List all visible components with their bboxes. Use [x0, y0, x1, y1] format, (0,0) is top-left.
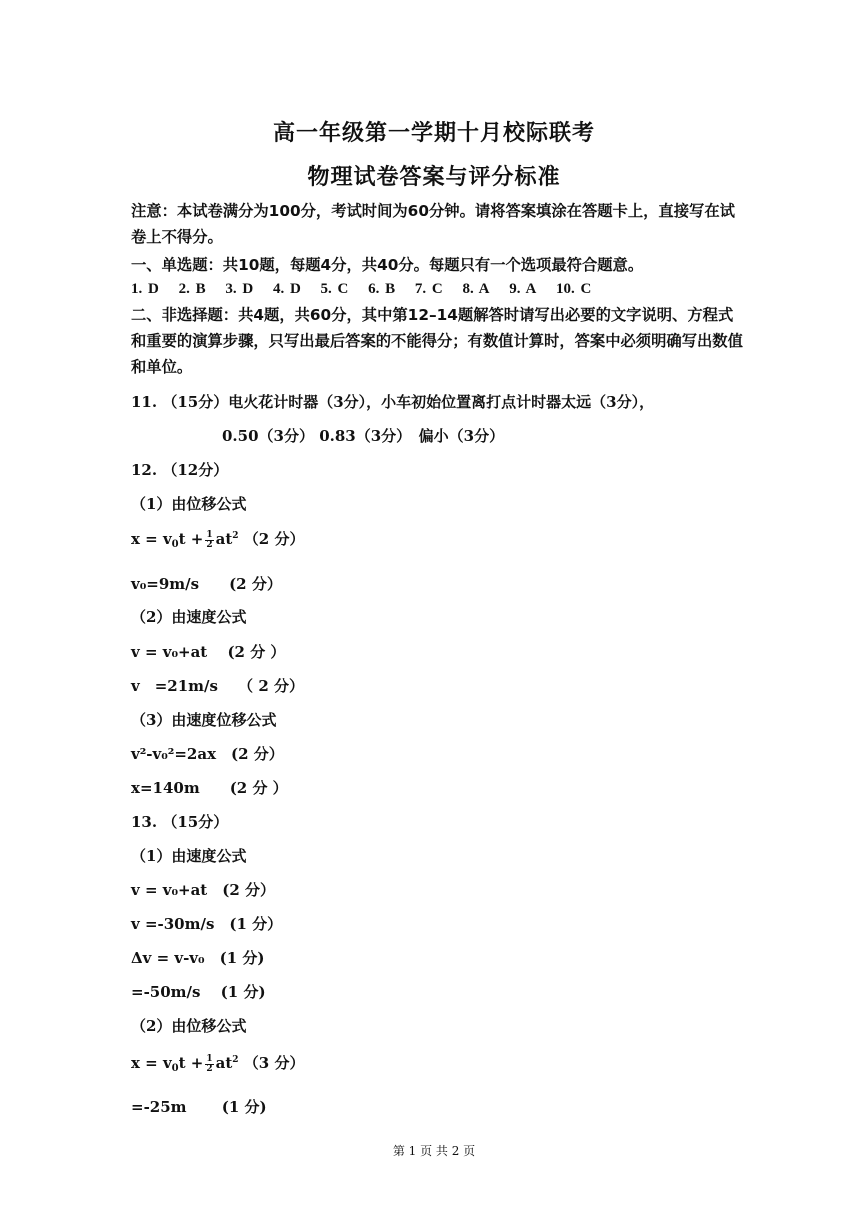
- q13-displacement-formula: [131, 1052, 304, 1074]
- fraction-one-half: $\frac{1}{2}$: [206, 529, 213, 550]
- q12-part1-result: v₀=9m/s (2 分）: [131, 575, 282, 593]
- score-label: （2 分）: [243, 530, 305, 548]
- q13-part2-label: （2）由位移公式: [131, 1017, 247, 1035]
- score-label: （3 分）: [243, 1054, 305, 1072]
- q12-part1-label: （1）由位移公式: [131, 495, 247, 513]
- answer-item: 4. D: [272, 281, 301, 297]
- answer-item: 10. C: [556, 281, 592, 297]
- answer-item: 5. C: [320, 281, 349, 297]
- answer-item: 7. C: [414, 281, 443, 297]
- page-subtitle: 物理试卷答案与评分标准: [307, 165, 561, 190]
- q12-part2-label: （2）由速度公式: [131, 608, 247, 626]
- answer-item: 2. B: [178, 281, 206, 297]
- q13-velocity-formula: v = v₀+at (2 分）: [131, 881, 275, 899]
- formula-text: $x = v_0t$ +: [131, 530, 204, 550]
- q13-title: 13. （15分）: [131, 813, 229, 831]
- answer-item: 1. D: [131, 281, 159, 297]
- q13-velocity-result: v =-30m/s (1 分）: [131, 915, 283, 933]
- page-title: 高一年级第一学期十月校际联考: [272, 121, 595, 146]
- answer-item: 9. A: [509, 281, 537, 297]
- q12-title: 12. （12分）: [131, 461, 229, 479]
- q12-velocity-formula: v = v₀+at (2 分 ）: [131, 643, 286, 661]
- answer-item: 8. A: [462, 281, 490, 297]
- q12-part2-result: v =21m/s （ 2 分）: [131, 677, 305, 695]
- q12-velocity-displacement-formula: v²-v₀²=2ax (2 分）: [131, 745, 284, 763]
- formula-text: $x = v_0t$ +: [131, 1054, 204, 1074]
- q13-delta-v-result: =-50m/s (1 分): [131, 983, 266, 1001]
- answer-item: 3. D: [225, 281, 254, 297]
- answer-item: 6. B: [368, 281, 396, 297]
- section2-heading: 二、非选择题：共4题，共60分，其中第12–14题解答时请写出必要的文字说明、方程式和重要的演算步骤，只写出最后答案的不能得分；有数值计算时，答案中必须明确写出数值和单位。: [131, 306, 743, 376]
- q12-part3-label: （3）由速度位移公式: [131, 711, 277, 729]
- q13-displacement-result: =-25m (1 分): [131, 1098, 267, 1116]
- q13-delta-v-formula: Δv = v-v₀ (1 分): [131, 949, 265, 967]
- q13-part1-label: （1）由速度公式: [131, 847, 247, 865]
- q12-displacement-formula: [131, 528, 304, 550]
- q11-line1: 11. （15分）电火花计时器（3分），小车初始位置离打点计时器太远（3分），: [131, 393, 655, 411]
- fraction-one-half: $\frac{1}{2}$: [206, 1053, 213, 1074]
- q11-line2: 0.50（3分） 0.83（3分） 偏小（3分）: [222, 427, 505, 445]
- q12-part3-result: x=140m (2 分 ）: [131, 779, 288, 797]
- section1-heading: 一、单选题：共10题，每题4分，共40分。每题只有一个选项最符合题意。: [131, 256, 644, 274]
- formula-text: $at^2$: [215, 1054, 239, 1072]
- section1-answer-list: [131, 281, 605, 298]
- exam-notice: 注意：本试卷满分为100分，考试时间为60分钟。请将答案填涂在答题卡上，直接写在试卷上不得分。: [131, 202, 735, 246]
- formula-text: $at^2$: [215, 530, 239, 548]
- page-number: 第 1 页 共 2 页: [392, 1144, 476, 1158]
